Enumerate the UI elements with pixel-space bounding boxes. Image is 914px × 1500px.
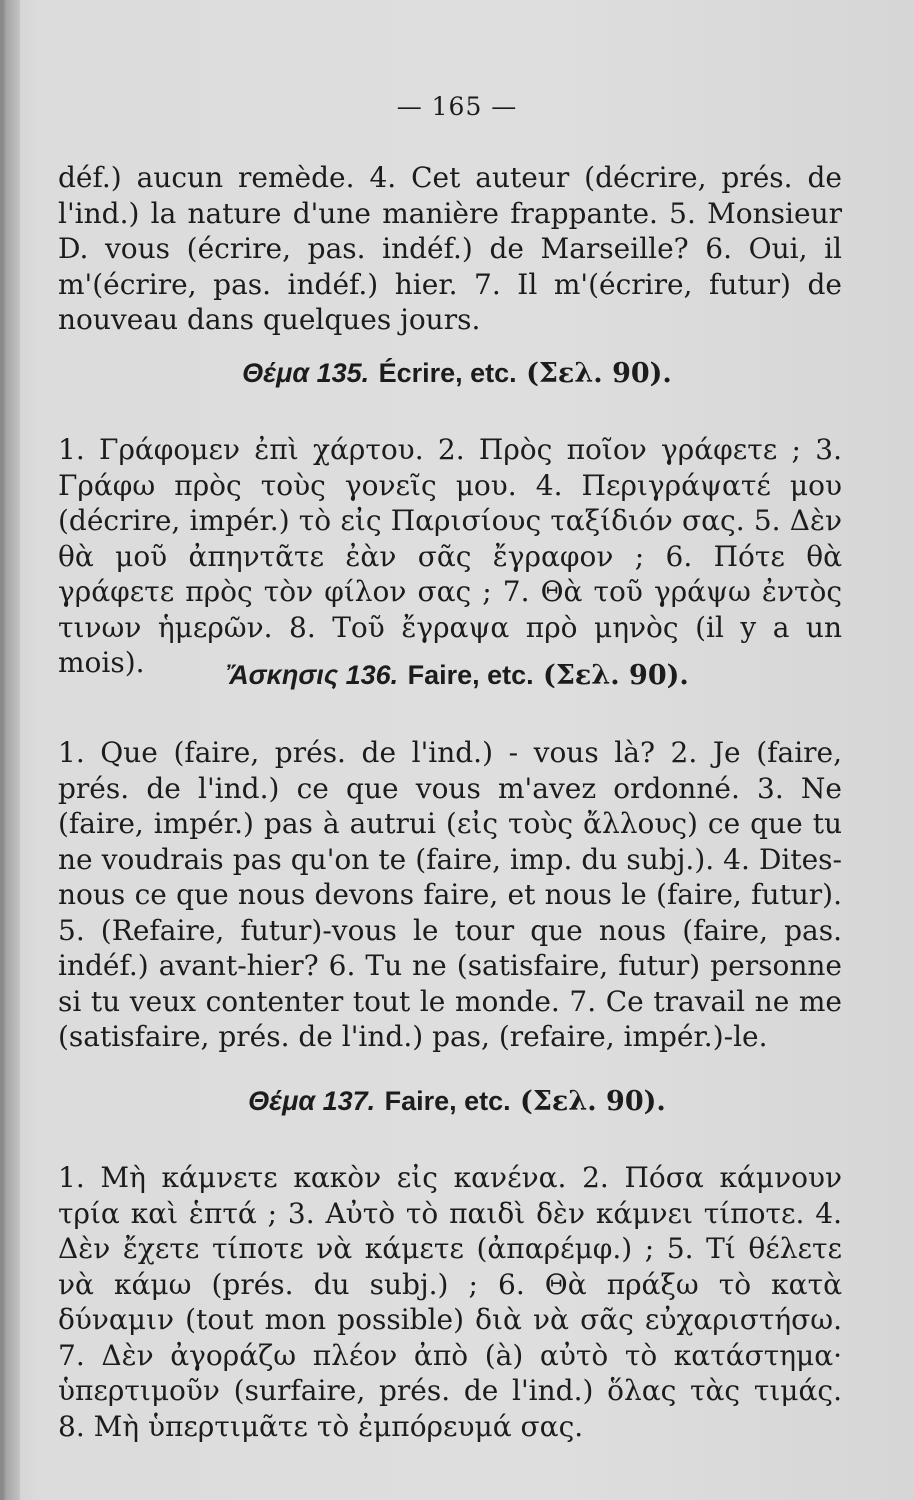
page-binding-edge — [0, 0, 20, 1500]
section-heading-keyword: Faire, etc. — [407, 660, 534, 690]
page-number: — 165 — — [396, 92, 518, 121]
section-heading-lead: Θέμα 137. — [248, 1086, 376, 1116]
section-body-136: 1. Que (faire, prés. de l'ind.) - vous là? 2. Je (faire, prés. de l'ind.) ce que vous m'avez ordonné. 3. Ne (faire, impér.) pas à autrui (εἰς τοὺς ἄλλους) ce que tu ne voudrais pas qu'on te (faire, imp. du subj.). 4. Dites-nous ce que nous devons faire, et nous le (faire, futur). 5. (Refaire, futur)-vous le tour que nous (faire, pas. indéf.) avant-hier? 6. Tu ne (satisfaire, futur) personne si tu veux contenter tout le monde. 7. Ce travail ne me (satisfaire, prés. de l'ind.) pas, (refaire, impér.)-le. — [58, 736, 842, 1053]
section-body-135: 1. Γράφομεν ἐπὶ χάρτου. 2. Πρὸς ποῖον γράφετε ; 3. Γράφω πρὸς τοὺς γονεῖς μου. 4. Περιγράψατέ μου (décrire, impér.) τὸ εἰς Παρισίους ταξίδιόν σας. 5. Δὲν θὰ μοῦ ἀπηντᾶτε ἐὰν σᾶς ἔγραφον ; 6. Πότε θὰ γράφετε πρὸς τὸν φίλον σας ; 7. Θὰ τοῦ γράψω ἐντὸς τινων ἡμερῶν. 8. Τοῦ ἔγραψα πρὸ μηνὸς (il y a un mois). — [58, 433, 842, 679]
section-heading-keyword: Écrire, etc. — [378, 358, 517, 388]
section-heading-lead: Ἄσκησις 136. — [225, 660, 399, 690]
section-heading-lead: Θέμα 135. — [242, 358, 370, 388]
section-heading-137 — [0, 1086, 914, 1117]
intro-paragraph: déf.) aucun remède. 4. Cet auteur (décrire, prés. de l'ind.) la nature d'une manière frappante. 5. Monsieur D. vous (écrire, pas. indéf.) de Marseille? 6. Oui, il m'(écrire, pas. indéf.) hier. 7. Il m'(écrire, futur) de nouveau dans quelques jours. — [58, 161, 842, 336]
section-body-137: 1. Μὴ κάμνετε κακὸν εἰς κανένα. 2. Πόσα κάμνουν τρία καὶ ἑπτά ; 3. Αὐτὸ τὸ παιδὶ δὲν κάμνει τίποτε. 4. Δὲν ἔχετε τίποτε νὰ κάμετε (ἀπαρέμφ.) ; 5. Τί θέλετε νὰ κάμω (prés. du subj.) ; 6. Θὰ πράξω τὸ κατὰ δύναμιν (tout mon possible) διὰ νὰ σᾶς εὐχαριστήσω. 7. Δὲν ἀγοράζω πλέον ἀπὸ (à) αὐτὸ τὸ κατάστημα· ὑπερτιμοῦν (surfaire, prés. de l'ind.) ὅλας τὰς τιμάς. 8. Μὴ ὑπερτιμᾶτε τὸ ἐμπόρευμά σας. — [58, 1161, 842, 1443]
section-heading-ref: (Σελ. 90). — [520, 1086, 666, 1117]
section-heading-135 — [0, 358, 914, 389]
section-heading-keyword: Faire, etc. — [384, 1086, 511, 1116]
section-heading-136 — [0, 660, 914, 691]
section-heading-ref: (Σελ. 90). — [543, 660, 689, 691]
section-heading-ref: (Σελ. 90). — [526, 358, 672, 389]
